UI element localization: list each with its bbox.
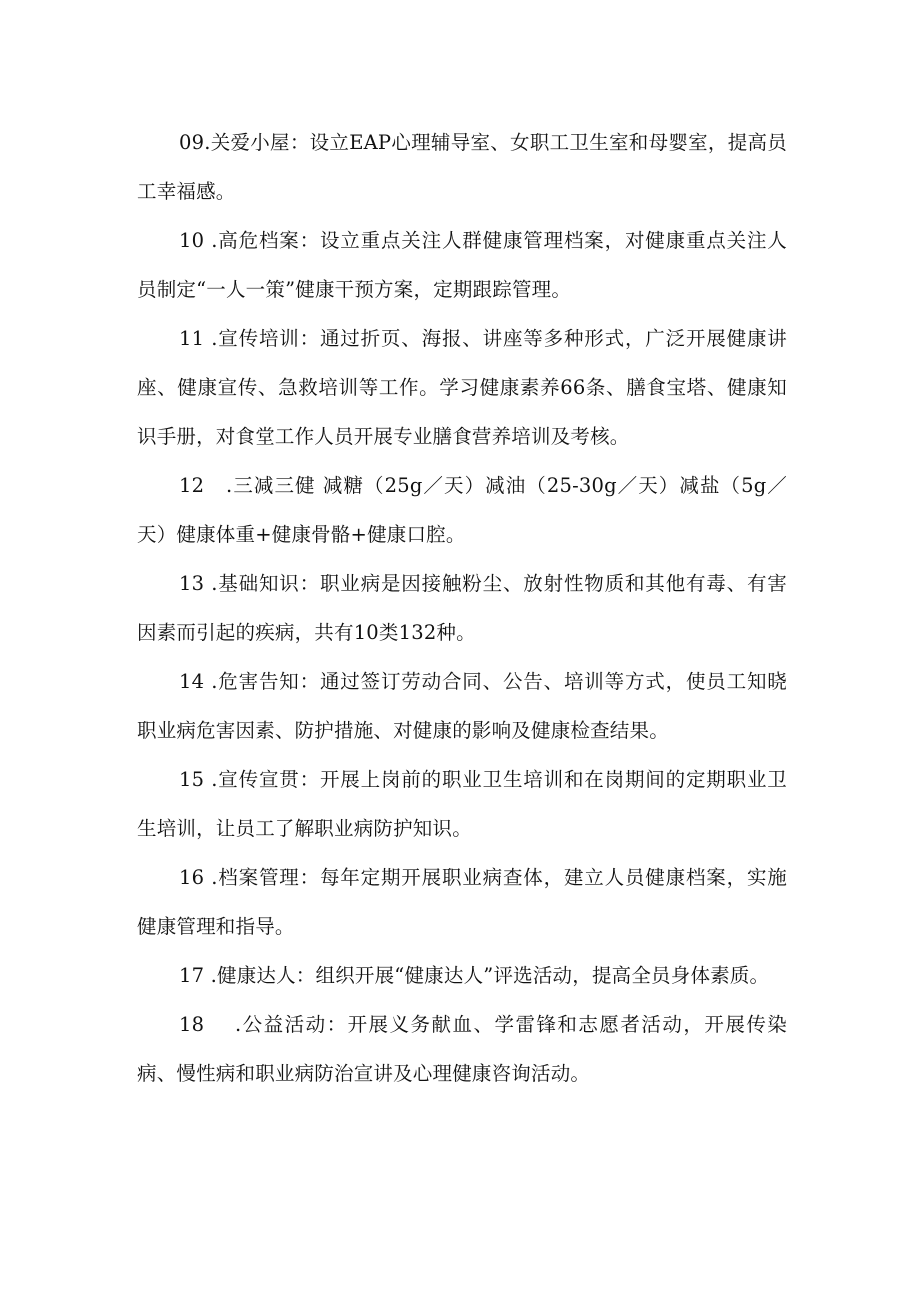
paragraph-18-public-welfare: 18 .公益活动：开展义务献血、学雷锋和志愿者活动，开展传染病、慢性病和职业病防治宣讲及心理健康咨询活动。 [137, 1013, 787, 1085]
paragraph-16-file-management: 16 .档案管理：每年定期开展职业病查体，建立人员健康档案，实施健康管理和指导。 [137, 866, 787, 938]
paragraph-13-basic-knowledge: 13 .基础知识：职业病是因接触粉尘、放射性物质和其他有毒、有害因素而引起的疾病，共有10类132种。 [137, 572, 787, 644]
paragraph-15-publicity: 15 .宣传宣贯：开展上岗前的职业卫生培训和在岗期间的定期职业卫生培训，让员工了解职业病防护知识。 [137, 768, 787, 840]
paragraph-14-hazard-notice: 14 .危害告知：通过签订劳动合同、公告、培训等方式，使员工知晓职业病危害因素、防护措施、对健康的影响及健康检查结果。 [137, 670, 787, 742]
paragraph-09-care-room: 09.关爱小屋：设立EAP心理辅导室、女职工卫生室和母婴室，提高员工幸福感。 [137, 131, 787, 203]
paragraph-11-publicity-training: 11 .宣传培训：通过折页、海报、讲座等多种形式，广泛开展健康讲座、健康宣传、急救培训等工作。学习健康素养66条、膳食宝塔、健康知识手册，对食堂工作人员开展专业膳食营养培训及考核。 [137, 327, 787, 448]
paragraph-12-three-reductions: 12 .三减三健 减糖（25g／天）减油（25-30g／天）减盐（5g／天）健康体重+健康骨骼+健康口腔。 [137, 474, 787, 546]
paragraph-10-high-risk-files: 10 .高危档案：设立重点关注人群健康管理档案，对健康重点关注人员制定“一人一策”健康干预方案，定期跟踪管理。 [137, 229, 787, 301]
paragraph-17-health-expert: 17 .健康达人：组织开展“健康达人”评选活动，提高全员身体素质。 [179, 964, 770, 987]
document-body [137, 118, 787, 1098]
